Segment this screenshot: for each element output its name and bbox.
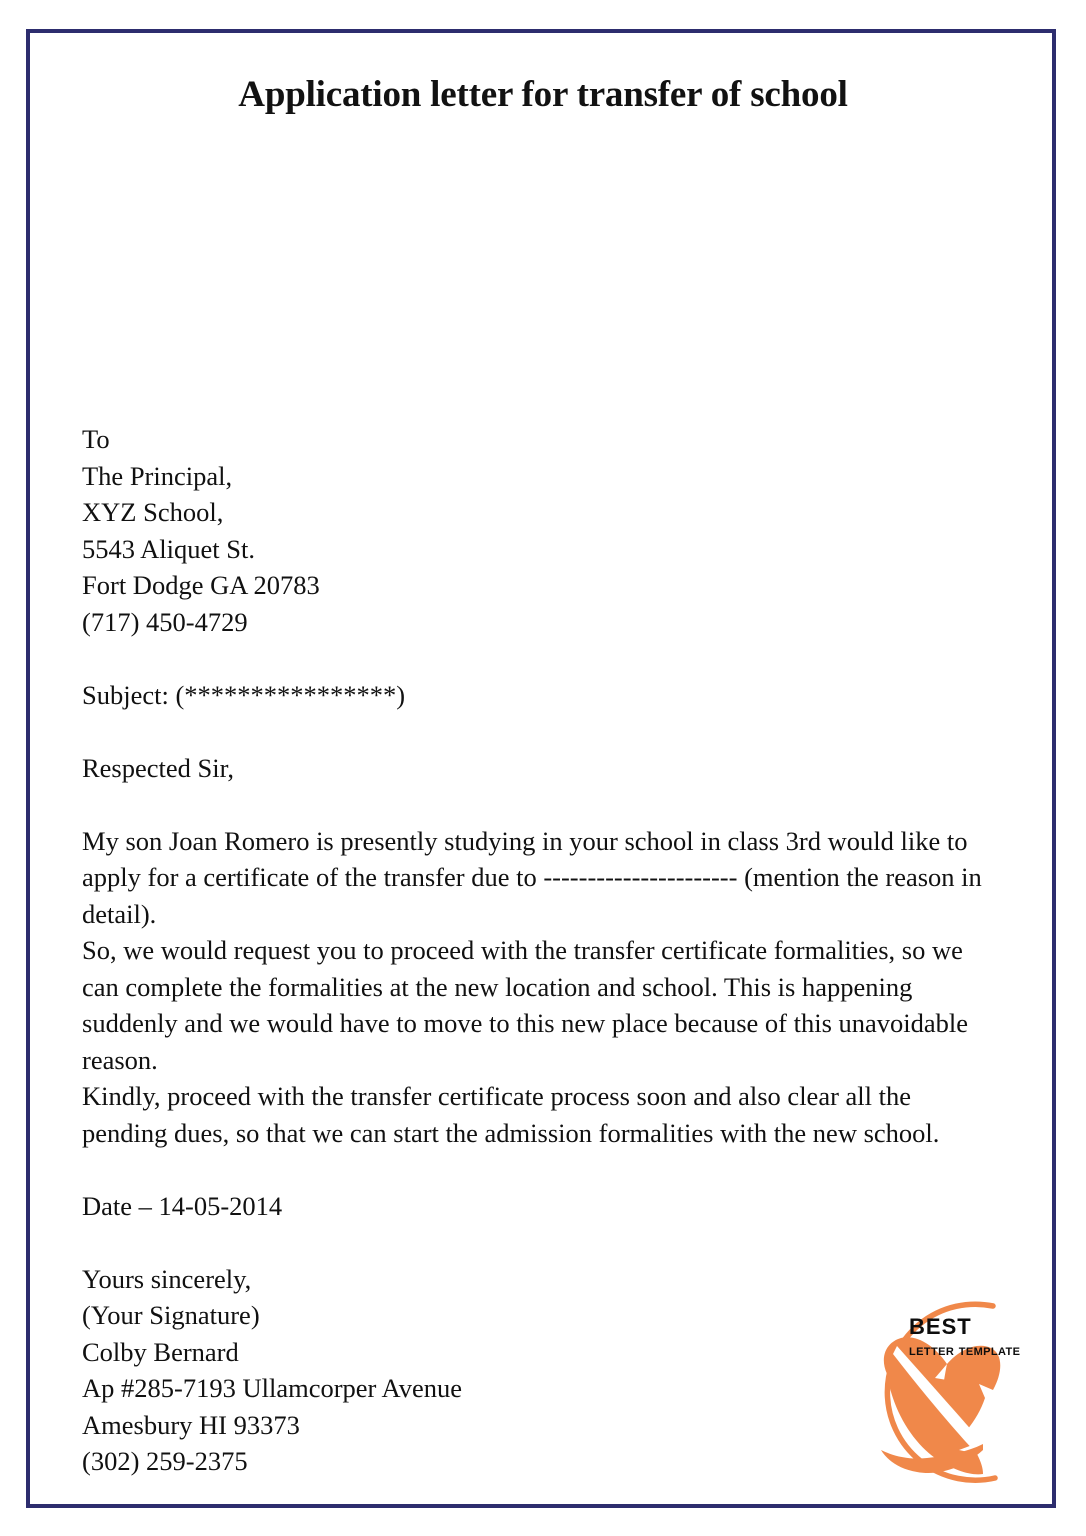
brand-wordmark bbox=[909, 1306, 1049, 1360]
signature-line: Colby Bernard bbox=[82, 1336, 239, 1367]
signature-line: Amesbury HI 93373 bbox=[82, 1409, 300, 1440]
brand-logo bbox=[843, 1292, 1048, 1504]
spacer bbox=[82, 713, 994, 750]
signature-line: (Your Signature) bbox=[82, 1300, 260, 1330]
spacer bbox=[82, 640, 994, 677]
body-paragraph: My son Joan Romero is presently studying in your school in class 3rd would like to apply for a certificate of the transfer due to ---------------------- (mention the reason in detail). bbox=[82, 825, 982, 929]
recipient-line: Fort Dodge GA 20783 bbox=[82, 570, 320, 600]
recipient-line: (717) 450-4729 bbox=[82, 606, 248, 637]
signature-line: Yours sincerely, bbox=[82, 1263, 252, 1294]
body-paragraph: Kindly, proceed with the transfer certificate process soon and also clear all the pending dues, so that we can start the admission formalities with the new school. bbox=[82, 1081, 940, 1148]
salutation: Respected Sir, bbox=[82, 752, 235, 783]
recipient-line: XYZ School, bbox=[82, 497, 224, 527]
spacer bbox=[82, 1151, 994, 1188]
recipient-line: To bbox=[82, 424, 110, 454]
brand-name-secondary: letter template bbox=[909, 1342, 1021, 1359]
signature-line: Ap #285-7193 Ullamcorper Avenue bbox=[82, 1373, 462, 1403]
subject-line: Subject: (****************) bbox=[82, 679, 406, 710]
recipient-address-block bbox=[82, 421, 994, 640]
spacer bbox=[82, 1224, 994, 1261]
page-title: Application letter for transfer of school bbox=[238, 74, 848, 115]
brand-name-primary: best bbox=[909, 1305, 972, 1341]
spacer bbox=[82, 786, 994, 823]
recipient-line: The Principal, bbox=[82, 460, 233, 491]
body-paragraph: So, we would request you to proceed with the transfer certificate formalities, so we can complete the formalities at the new location and school. This is happening suddenly and we would have to move to this new place because of this unavoidable reason. bbox=[82, 935, 969, 1075]
signature-line: (302) 259-2375 bbox=[82, 1446, 248, 1476]
date-line: Date – 14-05-2014 bbox=[82, 1190, 283, 1221]
recipient-line: 5543 Aliquet St. bbox=[82, 533, 256, 564]
